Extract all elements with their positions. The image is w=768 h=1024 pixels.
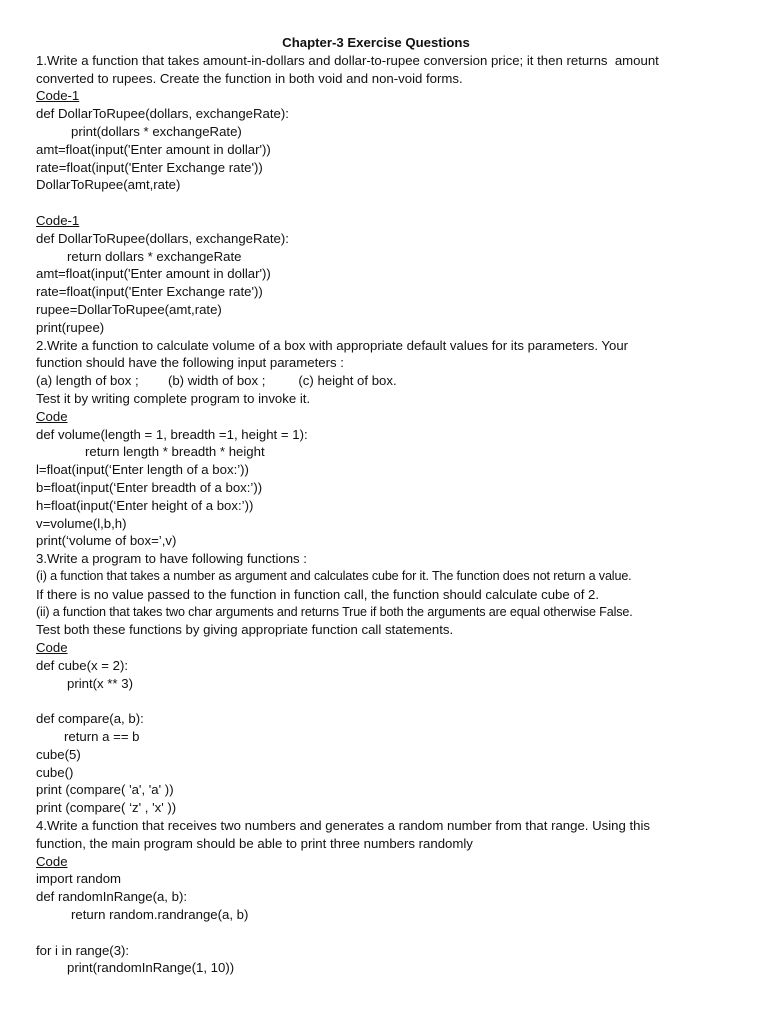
text-line: def cube(x = 2): (36, 657, 128, 673)
section-heading: Code-1 (36, 88, 80, 104)
section-heading: Code (36, 408, 68, 424)
text-line: converted to rupees. Create the function in both void and non-void forms. (36, 70, 463, 86)
text-line: 2.Write a function to calculate volume of a box with appropriate default values for its parameters. Your (36, 337, 629, 353)
text-line: Test it by writing complete program to invoke it. (36, 390, 311, 406)
text-line: rupee=DollarToRupee(amt,rate) (36, 301, 222, 317)
text-line: print(randomInRange(1, 10)) (67, 960, 235, 976)
text-line: print(dollars * exchangeRate) (71, 123, 242, 139)
text-line: function, the main program should be able to print three numbers randomly (36, 835, 473, 851)
blank-line (36, 194, 746, 212)
blank-line (36, 924, 746, 942)
text-line: amt=float(input('Enter amount in dollar')) (36, 266, 271, 282)
text-line: return length * breadth * height (85, 444, 265, 460)
text-line: 1.Write a function that takes amount-in-dollars and dollar-to-rupee conversion price; it then returns amount (36, 52, 659, 68)
text-line: return a == b (64, 729, 140, 745)
text-line: If there is no value passed to the function in function call, the function should calculate cube of 2. (36, 586, 600, 602)
text-line: def randomInRange(a, b): (36, 889, 188, 905)
text-line: print(x ** 3) (67, 675, 133, 691)
text-line: rate=float(input('Enter Exchange rate')) (36, 159, 263, 175)
text-line: 3.Write a program to have following functions : (36, 551, 307, 567)
text-line: def volume(length = 1, breadth =1, height = 1): (36, 426, 308, 442)
text-line: DollarToRupee(amt,rate) (36, 177, 181, 193)
text-line: rate=float(input('Enter Exchange rate')) (36, 284, 263, 300)
text-line: print (compare( ‘z' , 'x' )) (36, 800, 177, 816)
text-line: (a) length of box ; (b) width of box ; (c) height of box. (36, 373, 397, 389)
text-line: Test both these functions by giving appropriate function call statements. (36, 622, 454, 638)
text-line: print(‘volume of box=’,v) (36, 533, 177, 549)
text-line: def compare(a, b): (36, 711, 144, 727)
text-line: h=float(input(‘Enter height of a box:’)) (36, 497, 254, 513)
text-line: (ii) a function that takes two char arguments and returns True if both the arguments are equal otherwise False. (36, 604, 633, 619)
text-line: for i in range(3): (36, 942, 130, 958)
text-line: b=float(input(‘Enter breadth of a box:’)) (36, 479, 263, 495)
text-line: 4.Write a function that receives two numbers and generates a random number from that range. Using this (36, 818, 651, 834)
text-line: def DollarToRupee(dollars, exchangeRate): (36, 230, 289, 246)
text-line: print (compare( 'a', 'a' )) (36, 782, 174, 798)
blank-line (36, 692, 746, 710)
text-line: function should have the following input parameters : (36, 355, 344, 371)
text-line: v=volume(l,b,h) (36, 515, 127, 531)
section-heading: Code-1 (36, 212, 80, 228)
text-line: l=float(input(‘Enter length of a box:’)) (36, 462, 249, 478)
text-line: return random.randrange(a, b) (71, 907, 249, 923)
section-heading: Code (36, 853, 68, 869)
text-line: (i) a function that takes a number as argument and calculates cube for it. The function does not return a value. (36, 568, 632, 583)
text-line: import random (36, 871, 122, 887)
text-line: print(rupee) (36, 319, 105, 335)
text-line: amt=float(input('Enter amount in dollar')) (36, 141, 271, 157)
text-line: def DollarToRupee(dollars, exchangeRate): (36, 106, 289, 122)
text-line: cube(5) (36, 746, 81, 762)
text-line: cube() (36, 764, 74, 780)
document-body (36, 52, 746, 977)
document-page (36, 34, 746, 977)
text-line: return dollars * exchangeRate (67, 248, 242, 264)
document-title: Chapter-3 Exercise Questions (282, 35, 470, 50)
section-heading: Code (36, 640, 68, 656)
